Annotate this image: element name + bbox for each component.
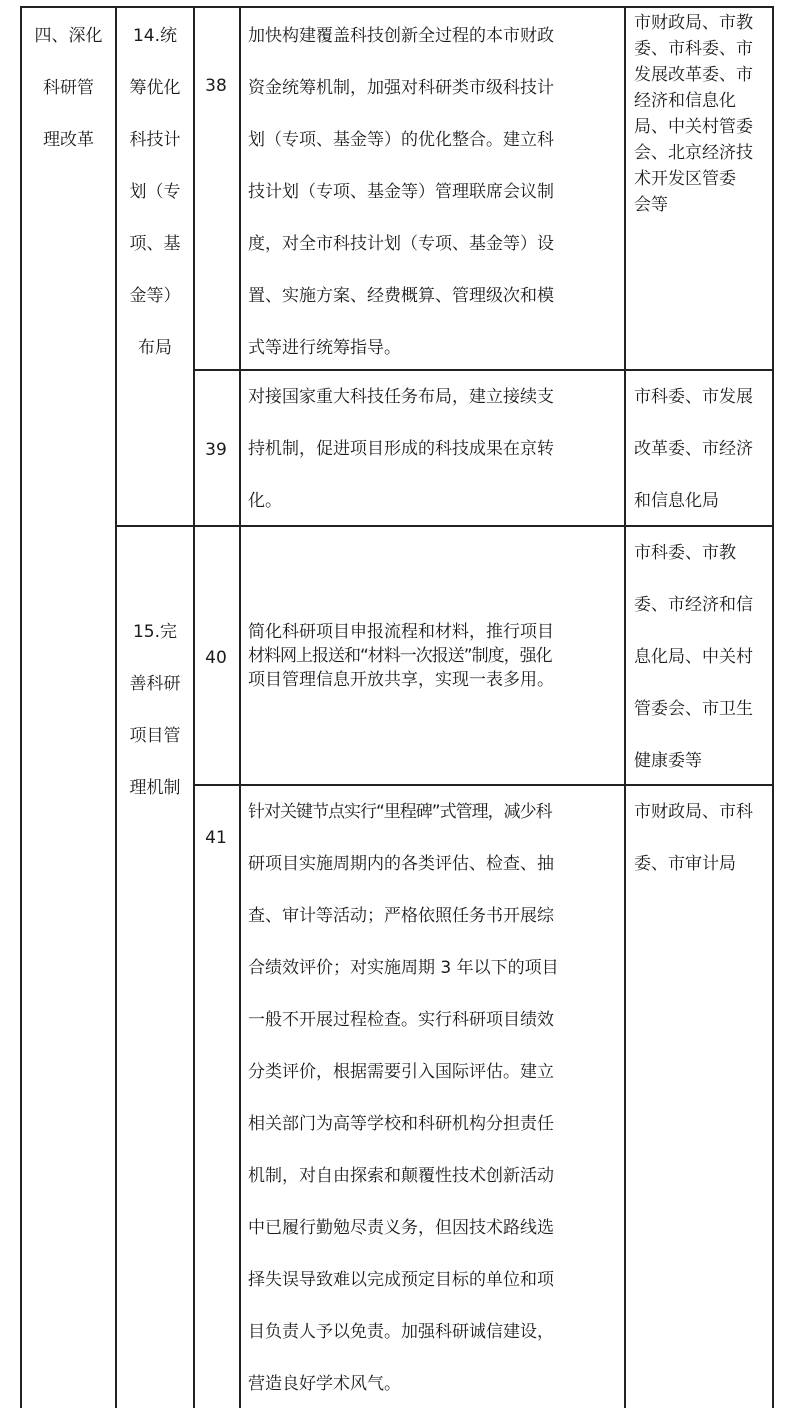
description-line: 化。 (248, 491, 282, 511)
border-top (20, 6, 774, 8)
description-line: 针对关键节点实行“里程碑”式管理，减少科 (248, 802, 552, 822)
description-line: 择失误导致难以完成预定目标的单位和项 (248, 1270, 554, 1290)
department-line: 委、市科委、市 (634, 39, 753, 59)
department-line: 息化局、中关村 (634, 647, 753, 667)
department-line: 会、北京经济技 (634, 143, 753, 163)
department-line: 委、市经济和信 (634, 595, 753, 615)
description-line: 置、实施方案、经费概算、管理级次和模 (248, 286, 554, 306)
subcategory-line: 项目管 (129, 726, 181, 746)
description-line: 项目管理信息开放共享，实现一表多用。 (248, 670, 554, 690)
description-line: 加快构建覆盖科技创新全过程的本市财政 (248, 26, 554, 46)
row-40-departments (634, 527, 772, 787)
subcategory-line: 14.统 (132, 26, 178, 46)
department-line: 改革委、市经济 (634, 439, 753, 459)
department-line: 和信息化局 (634, 491, 719, 511)
description-line: 划（专项、基金等）的优化整合。建立科 (248, 130, 554, 150)
subcategory-14 (117, 10, 193, 374)
subcategory-line: 布局 (138, 338, 172, 358)
department-line: 局、中关村管委 (634, 117, 753, 137)
description-line: 简化科研项目申报流程和材料，推行项目 (248, 622, 554, 642)
description-line: 对接国家重大科技任务布局，建立接续支 (248, 387, 554, 407)
description-line: 研项目实施周期内的各类评估、检查、抽 (248, 854, 554, 874)
subcategory-line: 划（专 (129, 182, 181, 202)
department-line: 市财政局、市教 (634, 13, 753, 33)
row-number: 40 (205, 648, 227, 668)
department-line: 发展改革委、市 (634, 65, 753, 85)
subcategory-line: 理机制 (129, 778, 181, 798)
row-38-description (248, 10, 622, 374)
subcategory-line: 项、基 (129, 234, 181, 254)
department-line: 术开发区管委 (634, 169, 736, 189)
subcategory-line: 金等） (129, 286, 181, 306)
category-line: 四、深化 (34, 26, 103, 46)
department-line: 管委会、市卫生 (634, 699, 753, 719)
row-38-departments (634, 10, 772, 218)
divider-col-4 (624, 6, 626, 1408)
description-line: 材料网上报送和“材料一次报送”制度，强化 (248, 646, 552, 666)
row-39-description (248, 371, 622, 527)
row-number: 39 (205, 440, 227, 460)
divider-col-2 (193, 6, 195, 1408)
description-line: 查、审计等活动；严格依照任务书开展综 (248, 906, 554, 926)
row-41-description (248, 786, 622, 1410)
department-line: 市科委、市教 (634, 543, 736, 563)
description-line: 一般不开展过程检查。实行科研项目绩效 (248, 1010, 554, 1030)
row-number: 41 (205, 828, 227, 848)
subcategory-line: 15.完 (132, 622, 178, 642)
row-39-departments (634, 371, 772, 527)
category-line: 科研管 (43, 78, 94, 98)
department-line: 会等 (634, 195, 668, 215)
description-line: 机制，对自由探索和颠覆性技术创新活动 (248, 1166, 554, 1186)
department-line: 健康委等 (634, 751, 702, 771)
subcategory-line: 善科研 (129, 674, 181, 694)
border-left (20, 6, 22, 1408)
border-right (772, 6, 774, 1408)
subcategory-line: 科技计 (129, 130, 181, 150)
divider-col-3 (239, 6, 241, 1408)
row-number: 38 (205, 76, 227, 96)
row-40-description (248, 620, 622, 692)
department-line: 市财政局、市科 (634, 802, 753, 822)
description-line: 相关部门为高等学校和科研机构分担责任 (248, 1114, 554, 1134)
subcategory-15 (117, 606, 193, 814)
description-line: 中已履行勤勉尽责义务，但因技术路线选 (248, 1218, 554, 1238)
description-line: 技计划（专项、基金等）管理联席会议制 (248, 182, 554, 202)
department-line: 委、市审计局 (634, 854, 736, 874)
row-41-departments (634, 786, 772, 890)
category-cell (22, 10, 115, 166)
description-line: 营造良好学术风气。 (248, 1374, 401, 1394)
description-line: 合绩效评价；对实施周期 3 年以下的项目 (248, 958, 559, 978)
description-line: 度，对全市科技计划（专项、基金等）设 (248, 234, 554, 254)
department-line: 市科委、市发展 (634, 387, 753, 407)
description-line: 目负责人予以免责。加强科研诚信建设， (248, 1322, 554, 1342)
description-line: 式等进行统筹指导。 (248, 338, 401, 358)
category-line: 理改革 (43, 130, 94, 150)
description-line: 资金统筹机制，加强对科研类市级科技计 (248, 78, 554, 98)
description-line: 持机制，促进项目形成的科技成果在京转 (248, 439, 554, 459)
department-line: 经济和信息化 (634, 91, 736, 111)
subcategory-line: 筹优化 (129, 78, 181, 98)
description-line: 分类评价，根据需要引入国际评估。建立 (248, 1062, 554, 1082)
